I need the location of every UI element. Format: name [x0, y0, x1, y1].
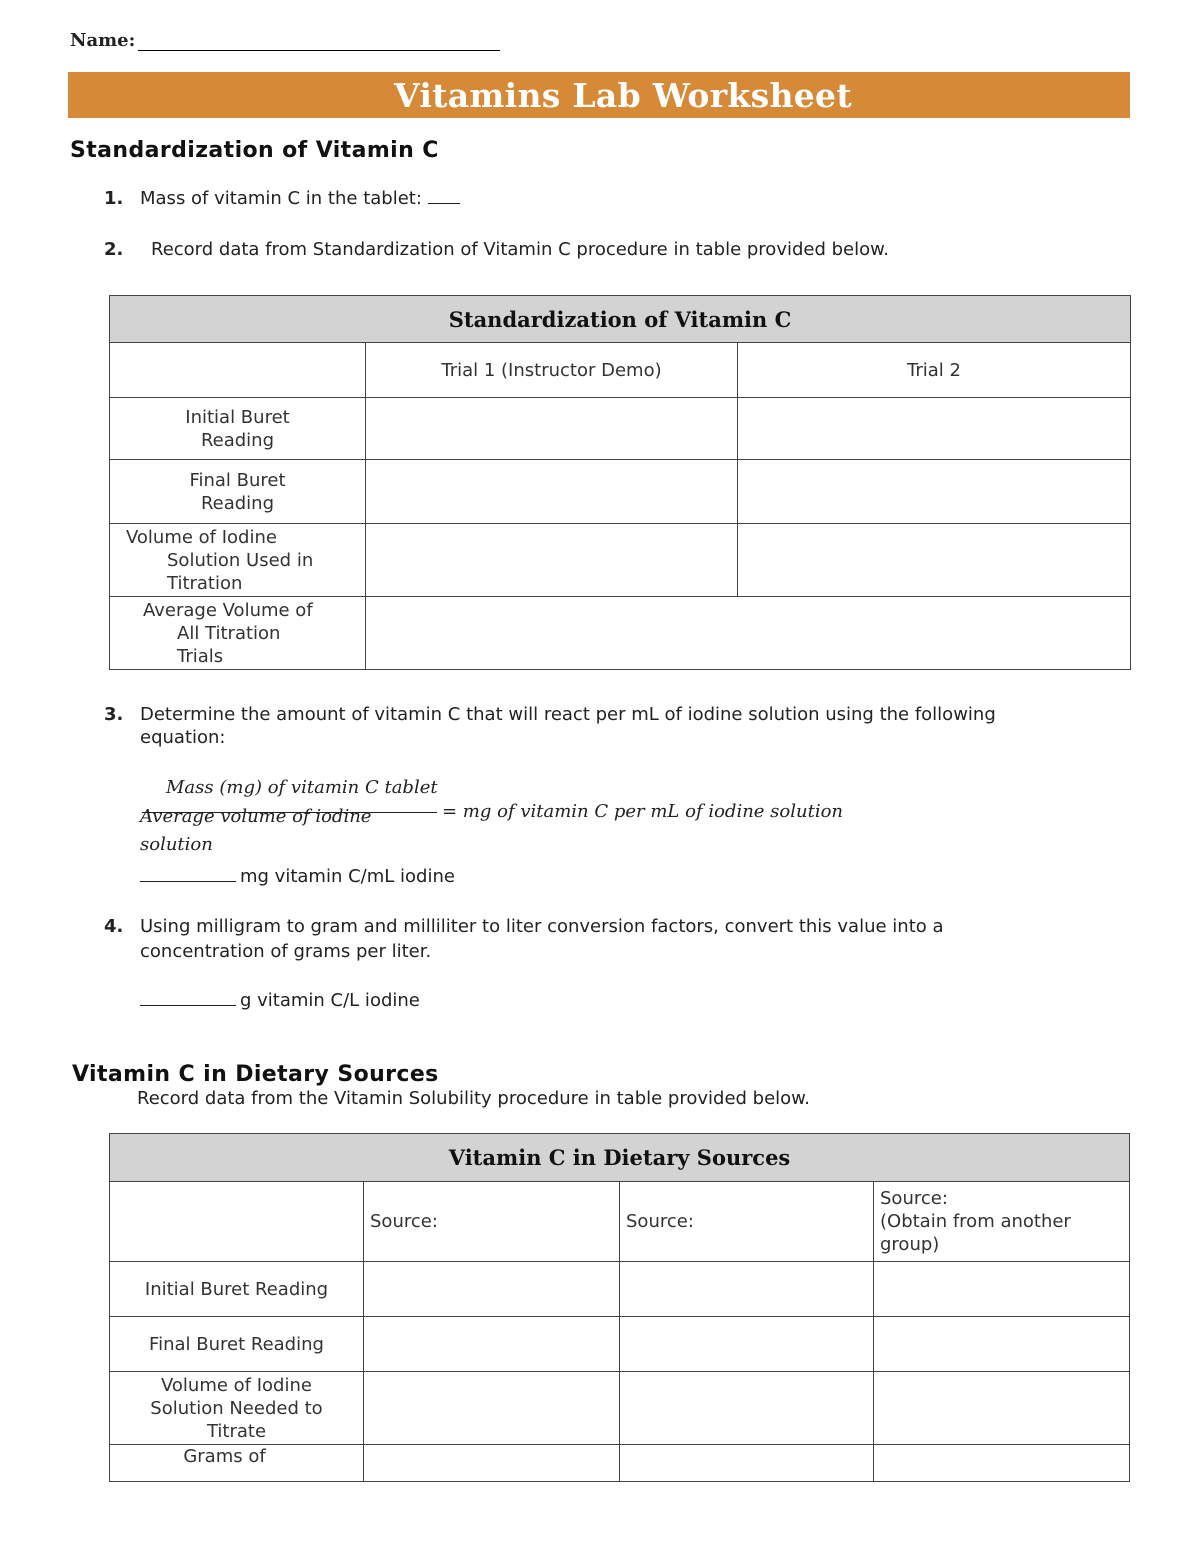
column-header-trial-1: Trial 1 (Instructor Demo) — [366, 343, 738, 398]
question-2-text: Record data from Standardization of Vitamin C procedure in table provided below. — [151, 239, 889, 260]
question-4-answer-blank[interactable] — [140, 1004, 236, 1006]
dietary-sources-table — [109, 1133, 1130, 1482]
question-3-number: 3. — [104, 704, 124, 725]
source-1-volume-cell[interactable] — [364, 1372, 620, 1445]
formula-numerator: Mass (mg) of vitamin C tablet — [166, 777, 438, 798]
question-3-answer — [140, 866, 455, 887]
table-corner-cell — [110, 1182, 364, 1262]
question-4-answer — [140, 990, 420, 1011]
question-4-line-2: concentration of grams per liter. — [140, 941, 432, 962]
question-4-answer-unit: g vitamin C/L iodine — [240, 990, 420, 1011]
row-label-line: Solution Needed to — [150, 1397, 323, 1419]
trial-2-volume-cell[interactable] — [738, 524, 1131, 597]
column-header-trial-2: Trial 2 — [738, 343, 1131, 398]
row-label-volume-iodine — [110, 524, 366, 597]
row-label-final-buret: Final Buret Reading — [110, 1317, 364, 1372]
row-label-line: Volume of Iodine — [161, 1374, 312, 1396]
row-label-line: Titration — [167, 572, 243, 594]
row-label-line: Solution Used in — [167, 549, 314, 571]
name-field-line[interactable] — [138, 50, 500, 51]
row-label-line: Initial Buret — [185, 406, 290, 428]
formula-denominator-line-1: Average volume of iodine — [140, 806, 372, 827]
question-3-line-1: Determine the amount of vitamin C that will react per mL of iodine solution using the following — [140, 704, 996, 725]
question-2-number: 2. — [104, 239, 124, 260]
source-3-initial-cell[interactable] — [874, 1262, 1130, 1317]
name-label: Name: — [70, 30, 136, 51]
trial-1-initial-cell[interactable] — [366, 398, 738, 460]
formula-denominator-line-2: solution — [140, 834, 213, 855]
row-label-line: Final Buret — [189, 469, 286, 491]
source-1-initial-cell[interactable] — [364, 1262, 620, 1317]
source-2-grams-cell[interactable] — [620, 1445, 874, 1482]
row-label-average-volume — [110, 597, 366, 670]
row-label-line: Reading — [200, 492, 275, 514]
source-3-final-cell[interactable] — [874, 1317, 1130, 1372]
row-label-line: Volume of Iodine — [126, 526, 277, 548]
section-2-intro: Record data from the Vitamin Solubility procedure in table provided below. — [137, 1088, 810, 1109]
section-title-dietary-sources: Vitamin C in Dietary Sources — [72, 1062, 439, 1087]
source-1-final-cell[interactable] — [364, 1317, 620, 1372]
source-3-volume-cell[interactable] — [874, 1372, 1130, 1445]
source-2-volume-cell[interactable] — [620, 1372, 874, 1445]
question-4-line-1: Using milligram to gram and milliliter to liter conversion factors, convert this value into a — [140, 916, 944, 937]
question-1 — [140, 188, 460, 209]
row-label-line: Reading — [200, 429, 275, 451]
dietary-sources-table-title: Vitamin C in Dietary Sources — [110, 1134, 1130, 1182]
source-3-grams-cell[interactable] — [874, 1445, 1130, 1482]
row-label-final-buret — [110, 460, 366, 524]
column-header-source-3[interactable] — [874, 1182, 1130, 1262]
question-4-number: 4. — [104, 916, 124, 937]
source-1-grams-cell[interactable] — [364, 1445, 620, 1482]
column-header-source-1[interactable]: Source: — [364, 1182, 620, 1262]
section-title-standardization: Standardization of Vitamin C — [70, 138, 439, 163]
row-label-grams: Grams of — [110, 1445, 364, 1482]
column-header-source-2[interactable]: Source: — [620, 1182, 874, 1262]
row-label-initial-buret: Initial Buret Reading — [110, 1262, 364, 1317]
question-1-number: 1. — [104, 188, 124, 209]
trial-1-final-cell[interactable] — [366, 460, 738, 524]
row-label-line: All Titration — [177, 622, 281, 644]
standardization-table-title: Standardization of Vitamin C — [110, 296, 1131, 343]
row-label-line: Trials — [177, 645, 224, 667]
trial-2-final-cell[interactable] — [738, 460, 1131, 524]
trial-2-initial-cell[interactable] — [738, 398, 1131, 460]
standardization-table — [109, 295, 1131, 670]
question-3-answer-blank[interactable] — [140, 880, 236, 882]
row-label-initial-buret — [110, 398, 366, 460]
worksheet-title: Vitamins Lab Worksheet — [394, 76, 852, 115]
column-header-line: (Obtain from another — [880, 1211, 1071, 1232]
tablet-mass-blank[interactable] — [428, 202, 460, 204]
table-corner-cell — [110, 343, 366, 398]
row-label-line: Average Volume of — [143, 599, 313, 621]
row-label-volume-iodine — [110, 1372, 364, 1445]
trial-1-volume-cell[interactable] — [366, 524, 738, 597]
question-1-text: Mass of vitamin C in the tablet: — [140, 188, 422, 209]
source-2-initial-cell[interactable] — [620, 1262, 874, 1317]
average-volume-cell[interactable] — [366, 597, 1131, 670]
source-2-final-cell[interactable] — [620, 1317, 874, 1372]
question-3-line-2: equation: — [140, 727, 226, 748]
row-label-line: Titrate — [206, 1420, 267, 1442]
column-header-line: Source: — [880, 1188, 948, 1209]
formula-result: = mg of vitamin C per mL of iodine solution — [442, 801, 844, 822]
question-3-answer-unit: mg vitamin C/mL iodine — [240, 866, 455, 887]
column-header-line: group) — [880, 1234, 940, 1255]
